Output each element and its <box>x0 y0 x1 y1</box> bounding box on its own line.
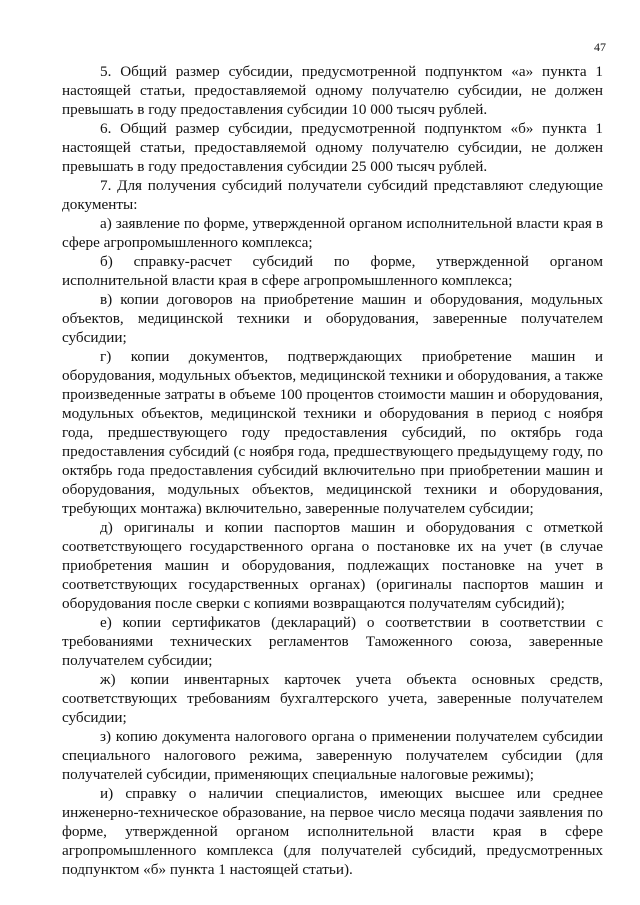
paragraph-6: 6. Общий размер субсидии, предусмотренной подпунктом «б» пункта 1 настоящей статьи, предоставляемой одному получателю субсидии, не должен превышать в году предоставления субсидии 25 000 тысяч рублей. <box>62 120 603 175</box>
subclause-z: з) копию документа налогового органа о применении получателем субсидии специального налогового режима, заверенную получателем субсидии (для получателей субсидии, применяющих специальные налоговые режимы); <box>62 728 603 783</box>
paragraph-7: 7. Для получения субсидий получатели субсидий представляют следующие документы: <box>62 177 603 213</box>
subclause-d: д) оригиналы и копии паспортов машин и оборудования с отметкой соответствующего государственного органа о постановке их на учет (в случае приобретения машин и оборудования, подлежащих постановке на учет в соответствующих государственных органах) (оригиналы паспортов машин и оборудования после сверки с копиями возвращаются получателям субсидий); <box>62 519 603 612</box>
subclause-zh: ж) копии инвентарных карточек учета объекта основных средств, соответствующих требованиям бухгалтерского учета, заверенные получателем субсидии; <box>62 671 603 726</box>
page-number: 47 <box>594 40 606 54</box>
document-body <box>62 62 603 879</box>
subclause-a: а) заявление по форме, утвержденной органом исполнительной власти края в сфере агропромышленного комплекса; <box>62 215 603 251</box>
paragraph-5: 5. Общий размер субсидии, предусмотренной подпунктом «а» пункта 1 настоящей статьи, предоставляемой одному получателю субсидии, не должен превышать в году предоставления субсидии 10 000 тысяч рублей. <box>62 63 603 118</box>
subclause-b: б) справку-расчет субсидий по форме, утвержденной органом исполнительной власти края в сфере агропромышленного комплекса; <box>62 253 603 289</box>
subclause-g: г) копии документов, подтверждающих приобретение машин и оборудования, модульных объектов, медицинской техники и оборудования, а также произведенные затраты в объеме 100 процентов стоимости машин и оборудования, модульных объектов, медицинской техники и оборудования в период с ноября года, предшествующего году предоставления субсидий, по октябрь года предоставления субсидий (с ноября года, предшествующего предыдущему году, по октябрь года предоставления субсидий включительно при приобретении машин и оборудования, модульных объектов, медицинской техники и оборудования, требующих монтажа) включительно, заверенные получателем субсидии; <box>62 348 603 517</box>
subclause-v: в) копии договоров на приобретение машин и оборудования, модульных объектов, медицинской техники и оборудования, заверенные получателем субсидии; <box>62 291 603 346</box>
subclause-e: е) копии сертификатов (деклараций) о соответствии в соответствии с требованиями технических регламентов Таможенного союза, заверенные получателем субсидии; <box>62 614 603 669</box>
subclause-i: и) справку о наличии специалистов, имеющих высшее или среднее инженерно-техническое образование, на первое число месяца подачи заявления по форме, утвержденной органом исполнительной власти края в сфере агропромышленного комплекса (для получателей субсидий, предусмотренных подпунктом «б» пункта 1 настоящей статьи). <box>62 785 603 878</box>
